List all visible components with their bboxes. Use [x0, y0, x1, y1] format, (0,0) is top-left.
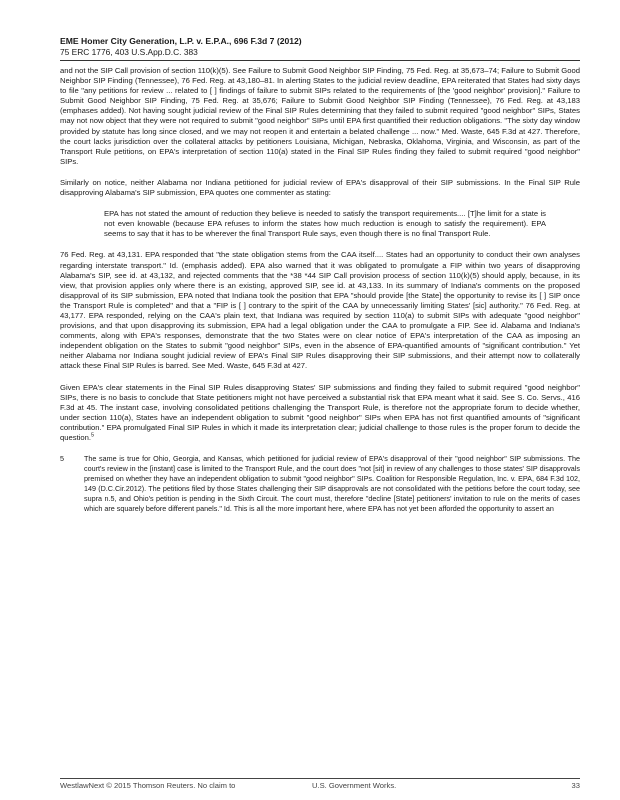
case-title: EME Homer City Generation, L.P. v. E.P.A., 696 F.3d 7 (2012) — [60, 36, 302, 46]
paragraph-3: 76 Fed. Reg. at 43,131. EPA responded that "the state obligation stems from the CAA itself.... States had an opportunity to conduct their own analyses regarding interstate transport." Id. (emphasis added). EPA also warned that it was obligated to promulgate a FIP within two years of disapproving Alabama's SIP, see id. at 43,132, and rejected comments that the *38 *44 SIP Call provision process of section 110(k)(5) should apply, because, in its view, that provision applies only where there is an existing, approved SIP, see id. at 43,133. In its summary of Indiana's comments on the proposed disapproval of its SIP submission, EPA noted that Indiana took the position that EPA "should provide [the State] the opportunity to revise its [ ] SIP once the Transport Rule is completed" and that a "FIP is [ ] contrary to the spirit of the CAA by unnecessarily limiting States' [sic] authority." 76 Fed. Reg. at 43,177. EPA responded, relying on the CAA's plain text, that Indiana was required by section 110(a) to submit SIPs with adequate "good neighbor" provisions, and that upon disapproving its submission, EPA had a legal obligation under the CAA to promulgate a FIP. See id. Alabama and Indiana's comments, along with EPA's responses, demonstrate that the two States were on clear notice of EPA's interpretation of the CAA as imposing an independent obligation on the States to submit "good neighbor" SIPs, even in the absence of EPA-quantified amounts of "significant contribution." Yet neither Alabama nor Indiana sought judicial review of EPA's Final SIP Rules disapproving their SIP submissions, and their attempt now to collaterally attack these Final SIP Rules is barred. See Med. Waste, 645 F.3d at 427. — [60, 250, 580, 371]
page-number: 33 — [571, 781, 580, 790]
paragraph-1: and not the SIP Call provision of section 110(k)(5). See Failure to Submit Good Neighbor SIP Finding, 75 Fed. Reg. at 35,673–74; Failure to Submit Good Neighbor SIP Finding (Tennessee), 76 Fed. Reg. at 43,180–81. In alerting States to the judicial review deadline, EPA reiterated that States had sixty days to file "any petitions for review ... related to [ ] findings of failure to submit SIPs related to the requirements of [the 'good neighbor' provision]." Failure to Submit Good Neighbor SIP Finding, 75 Fed. Reg. at 35,676; Failure to Submit Good Neighbor SIP Finding (Tennessee), 76 Fed. Reg. at 43,183 (emphases added). Not having sought judicial review of the Final SIP Rules determining that they failed to submit required "good neighbor" SIPs, States may not now object that they were not required to submit "good neighbor" SIPs until EPA first quantified their reduction obligations. "The sixty day window provided by statute has long since closed, and we may not reopen it and entertain a belated challenge ... now." Med. Waste, 645 F.3d at 427. Therefore, the court lacks jurisdiction over the collateral attacks by petitioners Louisiana, Michigan, Nebraska, Oklahoma, Virginia, and Wisconsin, as part of the Transport Rule petitions, on EPA's interpretation of section 110(a) stated in the Final SIP Rules finding they failed to submit required "good neighbor" SIPs. — [60, 66, 580, 166]
footnote-number[interactable]: 5 — [60, 454, 64, 464]
block-quote: EPA has not stated the amount of reduction they believe is needed to satisfy the transport requirements.... [T]he limit for a state is not even knowable (because EPA refuses to inform the states how much reduction is enough to satisfy the requirement). EPA seems to say that it has to be wherever the final Transport Rule says, even though there is no final Transport Rule. — [104, 209, 546, 239]
page-footer — [60, 781, 580, 791]
footer-government-works: U.S. Government Works. — [312, 781, 397, 790]
paragraph-4-text: Given EPA's clear statements in the Final SIP Rules disapproving States' SIP submissions and finding they failed to submit required "good neighbor" SIPs, there is no basis to conclude that State petitioners might not have perceived a substantial risk that EPA meant what it said. See S. Co. Servs., 416 F.3d at 45. The instant case, involving consolidated petitions challenging the Transport Rule, is therefore not the appropriate forum to decide whether, under section 110(a), States have an independent obligation to submit "good neighbor" SIPs when EPA has not first quantified amounts of "significant contribution." EPA promulgated Final SIP Rules in which it made its interpretation clear; judicial challenge to those rules is the proper forum to decide the question. — [60, 382, 580, 442]
footer-copyright: WestlawNext © 2015 Thomson Reuters. No claim to — [60, 781, 236, 790]
footnote-reference[interactable]: 5 — [91, 432, 95, 439]
footnote — [60, 454, 580, 513]
footnote-text: The same is true for Ohio, Georgia, and Kansas, which petitioned for judicial review of EPA's disapproval of their "good neighbor" SIP submissions. The court's review in the [instant] case is limited to the Transport Rule, and the court does "not [sit] in review of any challenges to those states' SIP disapprovals premised on whether they have an independent obligation to submit "good neighbor" SIPs. Coalition for Responsible Regulation, Inc. v. EPA, 684 F.3d 102, 149 (D.C.Cir.2012). The petitions filed by those States challenging their SIP disapprovals are not consolidated with the petitions before the court today, see supra n.5, and Ohio's petition is pending in the Sixth Circuit. The court must, therefore "decline [State] petitioners' invitation to rule on the merits of cases which are squarely before different panels." Id. This is all the more important here, where EPA has not yet been afforded the opportunity to assert an — [84, 454, 580, 513]
header-divider — [60, 60, 580, 61]
document-header — [60, 36, 580, 57]
paragraph-2: Similarly on notice, neither Alabama nor Indiana petitioned for judicial review of EPA's disapproval of their SIP submissions. In the Final SIP Rule disapproving Alabama's SIP submission, EPA quotes one commenter as stating: — [60, 177, 580, 198]
case-citation: 75 ERC 1776, 403 U.S.App.D.C. 383 — [60, 47, 198, 57]
opinion-body — [60, 66, 580, 514]
paragraph-4 — [60, 383, 580, 444]
footer-divider — [60, 778, 580, 779]
